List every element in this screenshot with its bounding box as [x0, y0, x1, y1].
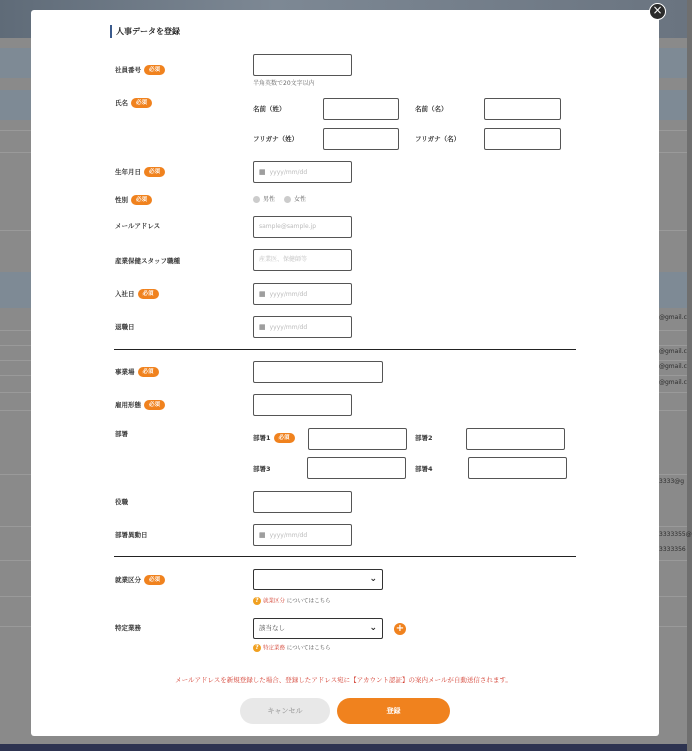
dept4-input[interactable]: [468, 457, 567, 479]
specific-work-select[interactable]: 該当なし ⌄: [253, 618, 383, 639]
required-badge: 必須: [144, 167, 165, 177]
gender-male-radio[interactable]: 男性: [253, 196, 275, 204]
gender-female-radio[interactable]: 女性: [284, 196, 306, 204]
required-badge: 必須: [131, 98, 152, 108]
required-badge: 必須: [274, 433, 295, 443]
specific-work-label: 特定業務: [115, 624, 141, 632]
employment-type-label: 雇用形態 必須: [115, 399, 165, 411]
dept2-label: 部署2: [415, 434, 433, 442]
last-name-input[interactable]: [323, 98, 399, 120]
submit-button[interactable]: 登録: [337, 698, 450, 724]
work-category-label: 就業区分 必須: [115, 574, 165, 586]
question-icon: ?: [253, 597, 261, 605]
calendar-icon: ▦: [259, 531, 266, 539]
required-badge: 必須: [144, 575, 165, 585]
radio-circle-icon: [284, 196, 291, 203]
occupational-health-label: 産業保健スタッフ職種: [115, 257, 180, 265]
dept2-input[interactable]: [466, 428, 565, 450]
employment-type-input[interactable]: [253, 394, 352, 416]
section-divider: [114, 556, 576, 557]
background-email: 3333356: [659, 546, 686, 553]
chevron-down-icon: ⌄: [369, 574, 377, 584]
birthdate-label: 生年月日 必須: [115, 166, 165, 178]
kana-first-label: フリガナ（名）: [415, 135, 461, 143]
first-name-label: 名前（名）: [415, 105, 448, 113]
question-icon: ?: [253, 644, 261, 652]
cancel-button[interactable]: キャンセル: [240, 698, 330, 724]
background-email: @gmail.c: [659, 363, 687, 370]
dept1-input[interactable]: [308, 428, 407, 450]
background-email: 3333@g: [659, 478, 685, 485]
hire-date-label: 入社日 必須: [115, 288, 159, 300]
birthdate-input[interactable]: ▦ yyyy/mm/dd: [253, 161, 352, 183]
first-name-input[interactable]: [484, 98, 561, 120]
dept3-label: 部署3: [253, 465, 271, 473]
leave-date-input[interactable]: ▦ yyyy/mm/dd: [253, 316, 352, 338]
dept3-input[interactable]: [307, 457, 406, 479]
position-label: 役職: [115, 498, 128, 506]
background-email: @gmail.c: [659, 379, 687, 386]
calendar-icon: ▦: [259, 168, 266, 176]
calendar-icon: ▦: [259, 323, 266, 331]
position-input[interactable]: [253, 491, 352, 513]
close-icon[interactable]: ×: [649, 3, 666, 20]
work-category-select[interactable]: [253, 569, 383, 590]
workplace-input[interactable]: [253, 361, 383, 383]
required-badge: 必須: [144, 65, 165, 75]
chevron-down-icon: ⌄: [369, 623, 377, 633]
add-plus-icon[interactable]: +: [395, 623, 405, 634]
work-category-info-link[interactable]: 就業区分: [263, 598, 286, 605]
last-name-label: 名前（姓）: [253, 105, 286, 113]
required-badge: 必須: [138, 367, 159, 377]
gender-label: 性別 必須: [115, 194, 152, 206]
dept-change-date-input[interactable]: ▦ yyyy/mm/dd: [253, 524, 352, 546]
department-label: 部署: [115, 430, 128, 438]
background-email: 3333355@: [659, 531, 692, 538]
section-divider: [114, 349, 576, 350]
radio-circle-icon: [253, 196, 260, 203]
dept4-label: 部署4: [415, 465, 433, 473]
specific-work-info-link[interactable]: 特定業務: [263, 645, 286, 652]
calendar-icon: ▦: [259, 290, 266, 298]
employee-no-input[interactable]: [253, 54, 352, 76]
dialog-title: 人事データを登録: [110, 25, 180, 38]
dept1-label: 部署1 必須: [253, 432, 295, 444]
name-label: 氏名 必須: [115, 97, 152, 109]
kana-last-input[interactable]: [323, 128, 399, 150]
work-category-info: ? 就業区分 についてはこちら: [253, 597, 331, 607]
required-badge: 必須: [144, 400, 165, 410]
leave-date-label: 退職日: [115, 323, 135, 331]
kana-first-input[interactable]: [484, 128, 561, 150]
employee-no-label: 社員番号 必須: [115, 64, 165, 76]
email-label: メールアドレス: [115, 222, 161, 230]
email-input[interactable]: sample@sample.jp: [253, 216, 352, 238]
kana-last-label: フリガナ（姓）: [253, 135, 299, 143]
background-footer: [0, 744, 687, 751]
occupational-health-input[interactable]: 産業医、保健師等: [253, 249, 352, 271]
email-notice: メールアドレスを新規登録した場合、登録したアドレス宛に【アカウント認証】の案内メールが自動送信されます。: [175, 676, 512, 684]
hire-date-input[interactable]: ▦ yyyy/mm/dd: [253, 283, 352, 305]
dept-change-date-label: 部署異動日: [115, 531, 148, 539]
background-email: @gmail.c: [659, 314, 687, 321]
required-badge: 必須: [131, 195, 152, 205]
workplace-label: 事業場 必須: [115, 366, 159, 378]
employee-no-hint: 半角英数で20文字以内: [253, 80, 315, 87]
specific-work-info: ? 特定業務 についてはこちら: [253, 644, 331, 654]
background-email: @gmail.c: [659, 348, 687, 355]
required-badge: 必須: [138, 289, 159, 299]
